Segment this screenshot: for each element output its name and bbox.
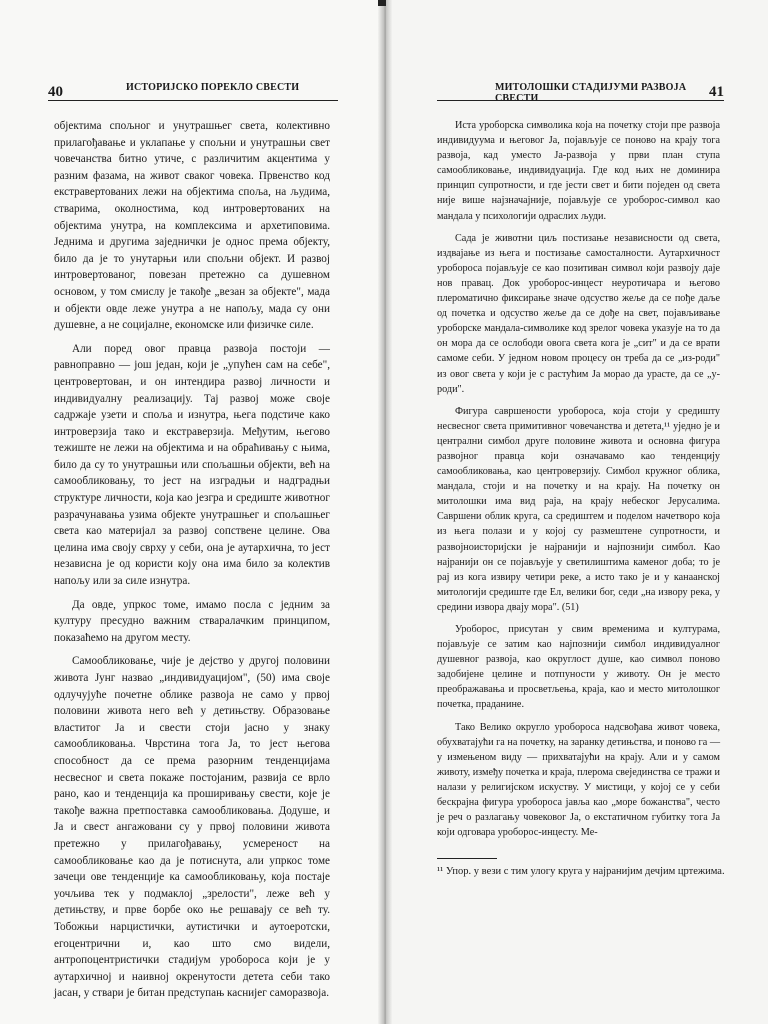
paragraph: Уроборос, присутан у свим временима и културама, појављује се затим као најпознији симбол индивидуалног душевног развоја, као округлост душе, као символ поново задобијене целине и потпуности у животу. Он је место преображавања и просветљења, краја, као и место митолошког почетка, праданине. — [437, 624, 720, 711]
right-page-number: 41 — [709, 84, 724, 100]
left-running-title: ИСТОРИЈСКО ПОРЕКЛО СВЕСТИ — [126, 82, 300, 93]
paragraph: Фигура савршености уробороса, која стоји у средишту несвесног света примитивног човечанства и детета,¹¹ уједно је и централни симбол друге половине живота и основна фигура развојног правца који означавамо као тенденцију самообликовања, као центроверзију. Симбол кружног облика, мандала, стоји и на почетку и на крају. На почетку он митолошки има вид раја, на крају небеског Јерусалима. Савршени облик круга, са средиштем и поделом начетворо која из њега полази и у којој су размештене супротности, и развојноисторијски је најранији и најпознији симбол. Као најранији он се појављује у светилиштима каменог доба; то је рај из кога извиру четири реке, а исто тако је и у канаанској митологији средиште где Ел, велики бог, седи „на извору река, у средини извора двају мора". (51) — [437, 405, 720, 613]
left-running-head — [48, 80, 338, 102]
paragraph: Али поред овог правца развоја постоји — равноправно — још један, који је „упућен сам на себе", центровертован, и он интендира развој личности и индивидуалну реализацију. Тај развој може своје садржаје узети и споља и изнутра, њега подстиче како интроверзија тако и екстраверзија. Међутим, његово тежиште не лежи на објектима и на обраћивању с њима, било да су то унутрашњи или спољашњи објекти, већ на самообликовању, то јест на изградњи и надградњи структуре личности, која као језгра и средиште животног разрачунавања узима објекте унутрашњег и спољашњег света као материјал за развој сопствене целине. Ова целина има своју сврху у себи, она је аутархична, то јест независна је од користи коју она има било за колектив напољу или за силе изнутра. — [54, 342, 330, 588]
book-gutter — [378, 0, 392, 1024]
right-running-head — [437, 80, 724, 102]
left-body-text — [54, 118, 330, 1009]
footnote-rule — [437, 858, 497, 859]
paragraph: Самообликовање, чије је дејство у другој половини живота Јунг назвао „индивидуацијом", (50) има своје одлучујуће почетне облике развоја не само у првој половини живота него већ у детињству. Образовање властитог Ја и свести стоји јасно у знаку самообликовања. Чврстина тога Ја, то јест његова способност да се према разорним тенденцијама несвесног и света покаже постојаним, развија се врло рано, као и тенденција ка проширивању свести, које је такође важна претпоставка самообликовања. Додуше, и Ја и свест ангажовани су у првој половини живота претежно у прилагођавању, усмереност на самообликовање као да је потиснута, али упркос томе зачеци ове тенденције ка самообликовању, која постаје уочљива тек у подмаклој „зрелости", леже већ у детињству, и прве борбе око ње решавају се већ ту. Тобожњи нарцистички, аутистички и аутоеротски, егоцентрични и, као што смо видели, антропоцентристички стадијум уробороса који је у аутархичној и наивној окренутости детета себи тако јасан, у ствари је битан предступањ каснијег саморазвоја. — [54, 655, 330, 1000]
header-rule — [437, 100, 724, 101]
paragraph: објектима спољног и унутрашњег света, колективно прилагођавање и уклапање у спољни и унутрашњи свет човечанства битно утиче, с различитим акцентима у разним фазама, на живот сваког човека. Првенство код екстравертованих лежи на објектима споља, на људима, стварима, околностима, код интровертованих на објектима унутра, на комплексима и архетиповима. Једнима и другима заједнички је однос према објекту, било да је то унутарњи или спољни објект. И развој интровертованог, повезан претежно са душевном основом, у том смислу је такође „везан за објекте", мада и објекти овде леже унутра а не напољу, мада су они душевне, а не социјалне, економске или физичке силе. — [54, 120, 330, 332]
scan-mark — [378, 0, 386, 6]
paragraph: Да овде, упркос томе, имамо посла с једним за културу пресудно важним стваралачким принципом, показаћемо на другом месту. — [54, 598, 330, 644]
paragraph: Тако Велико округло уробороса надсвођава живот човека, обухватајући га на почетку, на заранку детињства, и поново га — у измењеном виду — прихватајући на крају. Али и у самом животу, између почетка и краја, плерома свејединства се тражи и налази у религијском искуству. У мистици, у којој се у себи бескрајна фигура уробороса јавља као „море божанства", често је реч о разлагању човековог Ја, о екстатичном губитку тога Ја који одговара уроборос-инцесту. Ме- — [437, 721, 720, 839]
left-page-number: 40 — [48, 84, 63, 100]
header-rule — [48, 100, 338, 101]
right-running-title: МИТОЛОШКИ СТАДИЈУМИ РАЗВОЈА СВЕСТИ — [495, 82, 687, 104]
paragraph: Сада је животни циљ постизање независности од света, издвајање из њега и постизање самосталности. Аутархичност уробороса појављује се као позитиван символ који развоју даје нов правац. Док уроборос-инцест неуротичара и његово плероматично фиксирање значе одсуство жеље да се пође даље од почетка и одсуство жеље да се дође на свет, појављивање уроборске мандала-символике код зрелог човека указује на то да он мора да се ослободи овога света кога је „сит" и да се врати самоме себи. У једном новом процесу он треба да се „из-роди" из овог света у који је с растућим Ја морао да урасте, да се „у-роди". — [437, 232, 720, 395]
paragraph: Иста уроборска символика која на почетку стоји пре развоја индивидуума и његовог Ја, појављује се поново на крају тога развоја, кад уместо Ја-развоја у први план ступа самообликовање, индивидуација. Где код њих не доминира принцип супротности, и где јести свет и бити поједен од света није више најзначајније, појављује се уроборос-символ као мандала у психологији одраслих људи. — [437, 120, 720, 222]
right-body-text — [437, 118, 720, 847]
footnote: ¹¹ Упор. у вези с тим улогу круга у најранијим дечјим цртежима. — [437, 866, 725, 877]
